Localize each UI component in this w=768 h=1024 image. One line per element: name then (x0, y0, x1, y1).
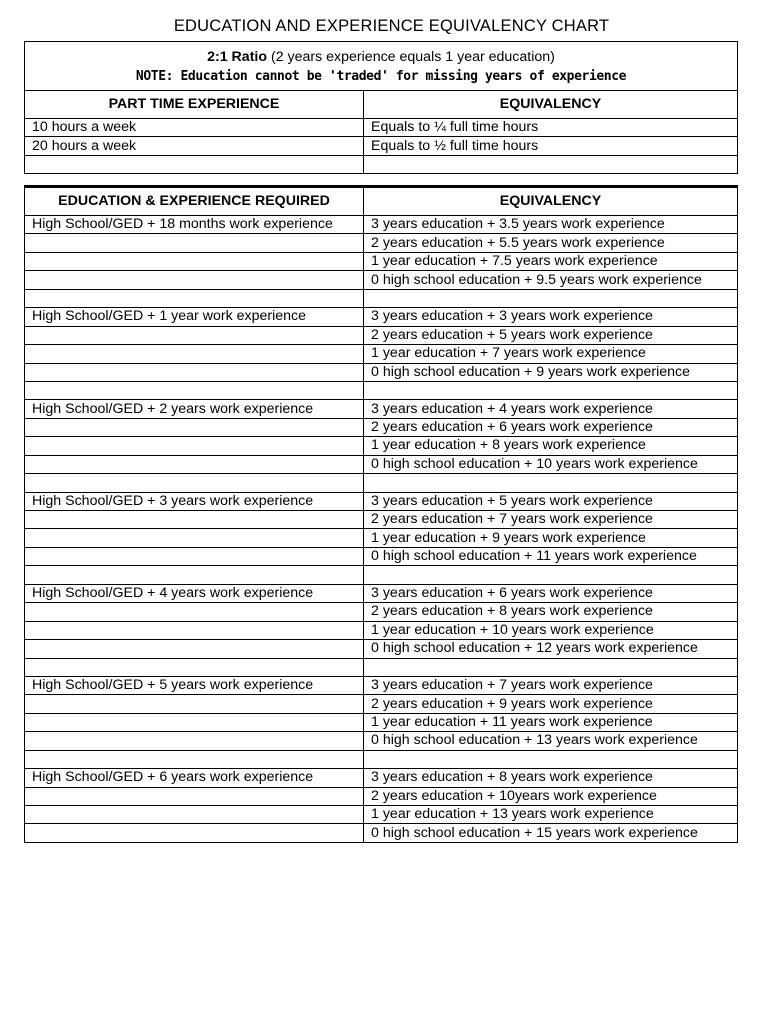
table-row (25, 345, 738, 363)
equivalency-cell: 1 year education + 7 years work experience (364, 345, 738, 363)
empty-cell (25, 750, 364, 768)
equivalency-cell: 3 years education + 4 years work experience (364, 400, 738, 418)
requirement-cell (25, 732, 364, 750)
table-row (25, 437, 738, 455)
equivalency-cell: 2 years education + 5 years work experience (364, 326, 738, 344)
requirement-cell (25, 806, 364, 824)
requirement-cell (25, 824, 364, 842)
table-row (25, 769, 738, 787)
requirement-cell: High School/GED + 6 years work experience (25, 769, 364, 787)
table-row (25, 511, 738, 529)
table-row (25, 119, 738, 137)
table-row (25, 155, 738, 173)
equivalency-cell: Equals to ½ full time hours (364, 137, 738, 155)
equivalency-cell: 1 year education + 13 years work experience (364, 806, 738, 824)
equivalency-cell: 3 years education + 6 years work experience (364, 584, 738, 602)
equivalency-cell: 1 year education + 11 years work experience (364, 713, 738, 731)
table-row (25, 695, 738, 713)
part-time-cell: 20 hours a week (25, 137, 364, 155)
part-time-header: PART TIME EXPERIENCE (25, 91, 364, 119)
requirement-cell (25, 455, 364, 473)
requirement-cell (25, 271, 364, 289)
equivalency-cell: 2 years education + 10years work experience (364, 787, 738, 805)
empty-cell (364, 566, 738, 584)
requirement-cell (25, 695, 364, 713)
empty-cell (25, 474, 364, 492)
table-row (25, 676, 738, 694)
empty-cell (25, 566, 364, 584)
equivalency-cell: 3 years education + 8 years work experience (364, 769, 738, 787)
table-row (25, 308, 738, 326)
table-row (25, 326, 738, 344)
equivalency-cell: 2 years education + 9 years work experience (364, 695, 738, 713)
requirement-cell (25, 713, 364, 731)
education-header-row (25, 187, 738, 216)
table-row (25, 216, 738, 234)
requirement-cell (25, 326, 364, 344)
spacer-row (25, 750, 738, 768)
equivalency-cell: 1 year education + 8 years work experience (364, 437, 738, 455)
table-row (25, 455, 738, 473)
requirement-cell (25, 345, 364, 363)
requirement-cell (25, 621, 364, 639)
equivalency-cell: 2 years education + 6 years work experience (364, 418, 738, 436)
table-row (25, 529, 738, 547)
equivalency-cell: 1 year education + 10 years work experience (364, 621, 738, 639)
education-equivalency-header: EQUIVALENCY (364, 187, 738, 216)
requirement-cell (25, 437, 364, 455)
ratio-text: (2 years experience equals 1 year education) (267, 49, 555, 65)
equivalency-cell (364, 155, 738, 173)
equivalency-cell: 3 years education + 5 years work experience (364, 492, 738, 510)
education-required-header: EDUCATION & EXPERIENCE REQUIRED (25, 187, 364, 216)
spacer-row (25, 566, 738, 584)
table-row (25, 787, 738, 805)
empty-cell (364, 658, 738, 676)
ratio-row (25, 42, 738, 91)
requirement-cell: High School/GED + 5 years work experience (25, 676, 364, 694)
table-row (25, 492, 738, 510)
equivalency-cell: 0 high school education + 9 years work experience (364, 363, 738, 381)
spacer-row (25, 474, 738, 492)
ratio-part-time-table (24, 41, 738, 174)
requirement-cell: High School/GED + 4 years work experience (25, 584, 364, 602)
table-row (25, 400, 738, 418)
equivalency-cell: 3 years education + 3.5 years work experience (364, 216, 738, 234)
part-time-cell: 10 hours a week (25, 119, 364, 137)
equivalency-cell: 2 years education + 5.5 years work experience (364, 234, 738, 252)
table-row (25, 806, 738, 824)
equivalency-cell: 0 high school education + 15 years work experience (364, 824, 738, 842)
table-row (25, 252, 738, 270)
requirement-cell (25, 640, 364, 658)
equivalency-cell: 1 year education + 9 years work experience (364, 529, 738, 547)
equivalency-cell: 3 years education + 7 years work experience (364, 676, 738, 694)
table-row (25, 271, 738, 289)
empty-cell (364, 750, 738, 768)
equivalency-cell: 0 high school education + 13 years work experience (364, 732, 738, 750)
requirement-cell: High School/GED + 2 years work experience (25, 400, 364, 418)
equivalency-cell: 2 years education + 7 years work experience (364, 511, 738, 529)
spacer-row (25, 289, 738, 307)
spacer-row (25, 381, 738, 399)
requirement-cell: High School/GED + 1 year work experience (25, 308, 364, 326)
requirement-cell (25, 363, 364, 381)
equivalency-cell: 0 high school education + 9.5 years work experience (364, 271, 738, 289)
requirement-cell (25, 252, 364, 270)
requirement-cell (25, 418, 364, 436)
requirement-cell: High School/GED + 18 months work experience (25, 216, 364, 234)
table-row (25, 547, 738, 565)
empty-cell (25, 289, 364, 307)
table-row (25, 234, 738, 252)
equivalency-cell: 0 high school education + 12 years work experience (364, 640, 738, 658)
empty-cell (25, 658, 364, 676)
requirement-cell (25, 529, 364, 547)
ratio-cell (25, 42, 738, 91)
part-time-header-row (25, 91, 738, 119)
equivalency-cell: Equals to ¼ full time hours (364, 119, 738, 137)
empty-cell (364, 474, 738, 492)
ratio-line (25, 48, 737, 67)
page-title: EDUCATION AND EXPERIENCE EQUIVALENCY CHART (173, 17, 610, 35)
table-row (25, 732, 738, 750)
requirement-cell (25, 547, 364, 565)
table-row (25, 621, 738, 639)
equivalency-cell: 1 year education + 7.5 years work experience (364, 252, 738, 270)
table-row (25, 363, 738, 381)
table-row (25, 640, 738, 658)
equivalency-header: EQUIVALENCY (364, 91, 738, 119)
education-experience-table (24, 185, 738, 843)
equivalency-cell: 0 high school education + 10 years work experience (364, 455, 738, 473)
table-row (25, 137, 738, 155)
requirement-cell: High School/GED + 3 years work experience (25, 492, 364, 510)
part-time-cell (25, 155, 364, 173)
requirement-cell (25, 603, 364, 621)
equivalency-cell: 2 years education + 8 years work experience (364, 603, 738, 621)
ratio-note: NOTE: Education cannot be 'traded' for missing years of experience (135, 69, 627, 84)
empty-cell (25, 381, 364, 399)
spacer-row (25, 658, 738, 676)
table-row (25, 603, 738, 621)
table-row (25, 418, 738, 436)
empty-cell (364, 289, 738, 307)
requirement-cell (25, 234, 364, 252)
equivalency-cell: 3 years education + 3 years work experience (364, 308, 738, 326)
table-row (25, 584, 738, 602)
table-row (25, 824, 738, 842)
ratio-bold: 2:1 Ratio (207, 49, 268, 65)
requirement-cell (25, 787, 364, 805)
empty-cell (364, 381, 738, 399)
table-row (25, 713, 738, 731)
requirement-cell (25, 511, 364, 529)
equivalency-cell: 0 high school education + 11 years work experience (364, 547, 738, 565)
